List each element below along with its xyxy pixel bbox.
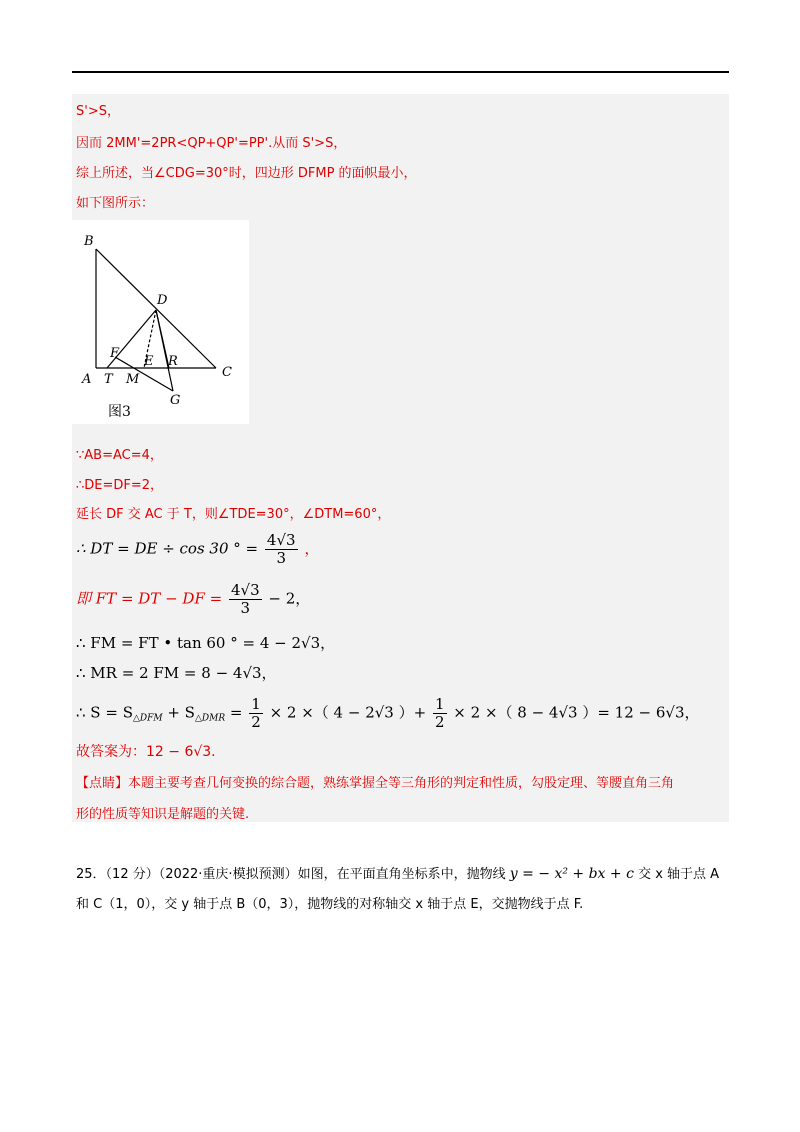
eq5-half-2-num: 1 [434, 695, 445, 713]
eq1-fraction [265, 532, 298, 567]
label-t: T [104, 372, 113, 387]
eq1-end: ， [304, 539, 320, 558]
geometry-figure [72, 220, 249, 424]
label-g: G [170, 393, 181, 408]
label-a: A [82, 372, 92, 387]
equation-area [76, 696, 700, 731]
solution-line-3: 综上所述，当∠CDG=30°时，四边形 DFMP 的面帜最小， [76, 166, 417, 181]
given-ab-ac: ∵AB=AC=4， [76, 448, 163, 463]
eq2-num: 4√3 [230, 581, 260, 599]
eq5-half-1-den: 2 [251, 713, 261, 731]
header-rule [72, 71, 729, 73]
comment-label: 【点睛】 [76, 776, 129, 791]
eq2-tail: − 2， [268, 589, 311, 608]
label-c: C [222, 365, 232, 380]
question-intro: 25．（12 分）（2022·重庆·模拟预测）如图，在平面直角坐标系中，抛物线 [76, 867, 506, 882]
given-de-df: ∴DE=DF=2， [76, 478, 164, 493]
eq5-plus: + S [162, 703, 195, 722]
eq5-mid1: × 2 ×（ 4 − 2√3 ）+ [269, 703, 427, 722]
figure-3-diagram [72, 220, 249, 424]
label-m: M [126, 372, 140, 387]
eq5-mid2: × 2 ×（ 8 − 4√3 ）= 12 − 6√3， [453, 703, 700, 722]
eq5-half-2-den: 2 [434, 713, 445, 731]
eq5-sub1: △DFM [132, 713, 163, 724]
comment-line-2: 形的性质等知识是解题的关键. [76, 807, 250, 822]
eq1-lhs: ∴ DT = DE ÷ cos 30 ° = [76, 539, 259, 558]
eq2-lhs: 即 FT = DT − DF = [76, 589, 223, 608]
label-f: F [110, 346, 120, 361]
extend-line: 延长 DF 交 AC 于 T，则∠TDE=30°，∠DTM=60°， [76, 507, 391, 522]
equation-mr: ∴ MR = 2 FM = 8 − 4√3， [76, 664, 277, 682]
equation-dt [76, 532, 319, 567]
question-line-2: 和 C（1，0），交 y 轴于点 B（0，3），抛物线的对称轴交 x 轴于点 E，交抛物线于点 F. [76, 897, 584, 912]
label-b: B [84, 234, 94, 249]
eq5-half-1-num: 1 [251, 695, 261, 713]
eq5-half-2 [433, 696, 447, 731]
equation-ft [76, 582, 310, 617]
eq5-sub2: △DMR [194, 713, 226, 724]
eq2-fraction [229, 582, 262, 617]
eq5-start: ∴ S = S [76, 703, 133, 722]
label-d: D [157, 293, 168, 308]
eq1-num: 4√3 [266, 531, 296, 549]
comment-line-1 [76, 772, 674, 791]
solution-line-2: 因而 2MM'=2PR<QP+QP'=PP'.从而 S'>S， [76, 136, 347, 151]
solution-line-4: 如下图所示： [76, 196, 155, 211]
question-formula: y = − x² + bx + c [509, 866, 634, 882]
eq1-den: 3 [276, 549, 286, 567]
question-intro-end: 交 x 轴于点 A [638, 867, 720, 882]
question-line-1 [76, 863, 719, 882]
comment-text-1: 本题主要考查几何变换的综合题，熟练掌握全等三角形的判定和性质，勾股定理、等腰直角三角 [128, 776, 675, 791]
eq2-den: 3 [240, 599, 251, 617]
equation-fm: ∴ FM = FT • tan 60 ° = 4 − 2√3， [76, 634, 336, 652]
solution-line-1: S'>S， [76, 104, 120, 119]
eq5-half-1 [249, 696, 263, 731]
answer-line: 故答案为：12 − 6√3. [76, 744, 216, 760]
eq5-eq: = [225, 703, 243, 722]
figure-caption: 图3 [108, 404, 131, 420]
label-r: R [168, 354, 178, 369]
label-e: E [144, 354, 154, 369]
